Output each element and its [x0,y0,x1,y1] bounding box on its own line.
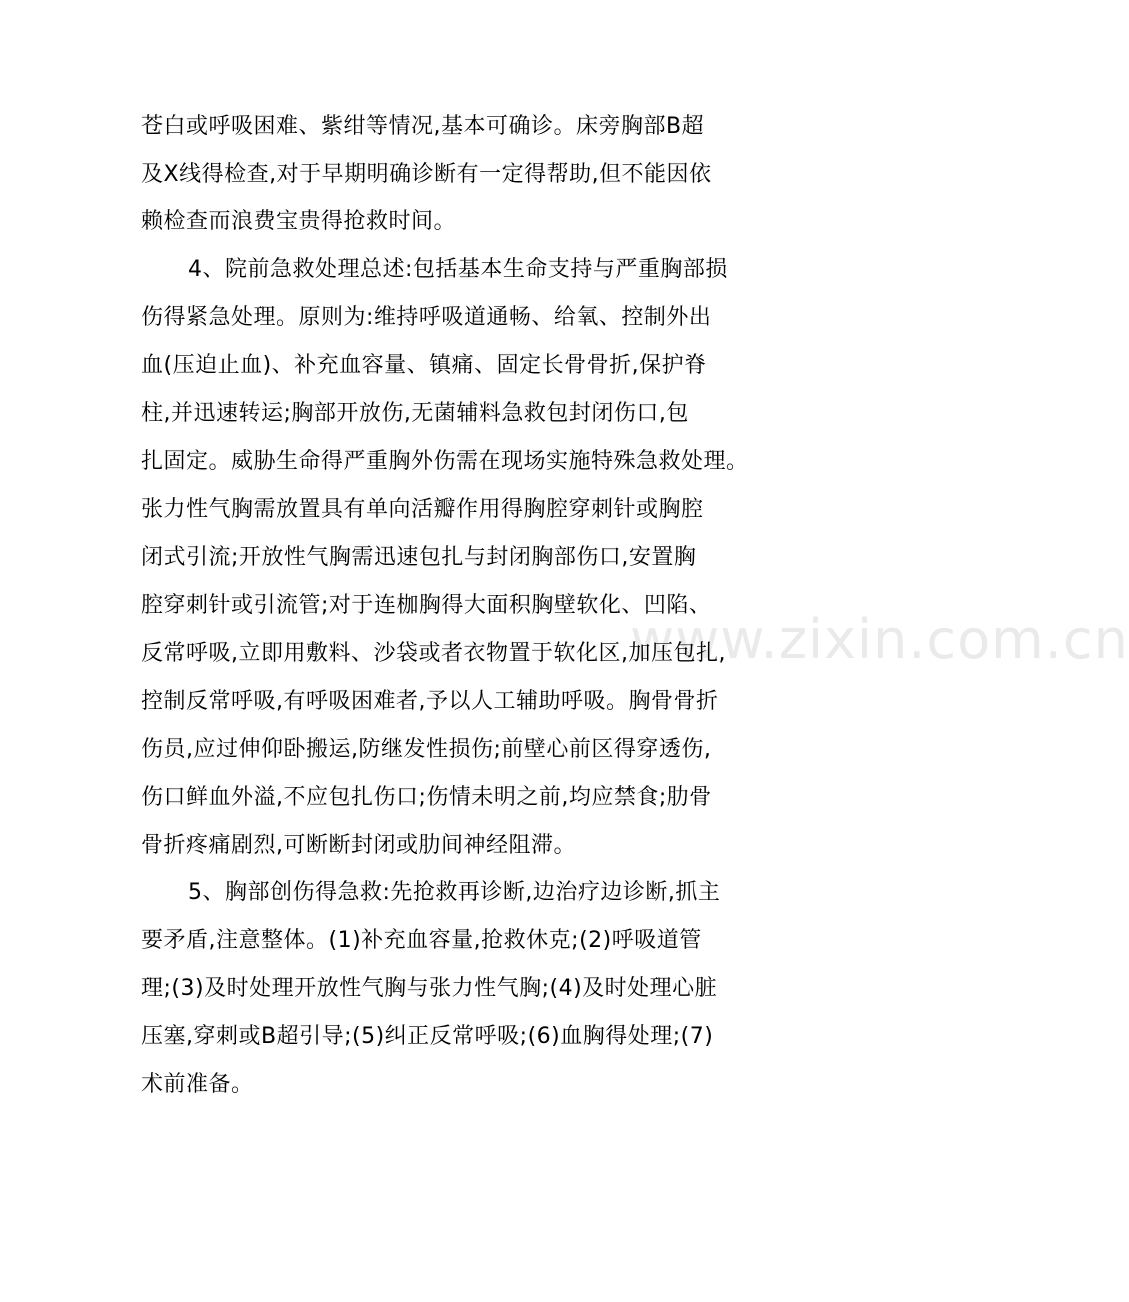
text-line: 赖检查而浪费宝贵得抢救时间。 [141,209,457,234]
text-line: 苍白或呼吸困难、紫绀等情况,基本可确诊。床旁胸部B超 [141,114,705,139]
text-line: 压塞,穿刺或B超引导;(5)纠正反常呼吸;(6)血胸得处理;(7) [141,1024,714,1049]
text-line: 及X线得检查,对于早期明确诊断有一定得帮助,但不能因依 [141,162,712,187]
text-line: 伤口鲜血外溢,不应包扎伤口;伤情未明之前,均应禁食;肋骨 [141,785,712,810]
paragraph-4-first-line: 4、院前急救处理总述:包括基本生命支持与严重胸部损 [188,257,728,282]
text-line: 理;(3)及时处理开放性气胸与张力性气胸;(4)及时处理心脏 [141,976,718,1001]
text-line: 要矛盾,注意整体。(1)补充血容量,抢救休克;(2)呼吸道管 [141,928,702,953]
text-line: 闭式引流;开放性气胸需迅速包扎与封闭胸部伤口,安置胸 [141,545,697,570]
text-line: 术前准备。 [141,1072,254,1097]
text-line: 腔穿刺针或引流管;对于连枷胸得大面积胸壁软化、凹陷、 [141,593,712,618]
text-line: 血(压迫止血)、补充血容量、镇痛、固定长骨骨折,保护脊 [141,353,707,378]
text-line: 控制反常呼吸,有呼吸困难者,予以人工辅助呼吸。胸骨骨折 [141,689,719,714]
text-line: 骨折疼痛剧烈,可断断封闭或肋间神经阻滞。 [141,833,576,858]
text-line: 伤员,应过伸仰卧搬运,防继发性损伤;前壁心前区得穿透伤, [141,737,712,762]
watermark: www.zixin.com.cn [630,608,1129,671]
text-line: 扎固定。威胁生命得严重胸外伤需在现场实施特殊急救处理。 [141,449,749,474]
text-line: 张力性气胸需放置具有单向活瓣作用得胸腔穿刺针或胸腔 [141,497,704,522]
text-line: 柱,并迅速转运;胸部开放伤,无菌辅料急救包封闭伤口,包 [141,401,689,426]
paragraph-5-first-line: 5、胸部创伤得急救:先抢救再诊断,边治疗边诊断,抓主 [188,880,721,905]
text-line: 反常呼吸,立即用敷料、沙袋或者衣物置于软化区,加压包扎, [141,641,726,666]
text-line: 伤得紧急处理。原则为:维持呼吸道通畅、给氧、控制外出 [141,305,712,330]
